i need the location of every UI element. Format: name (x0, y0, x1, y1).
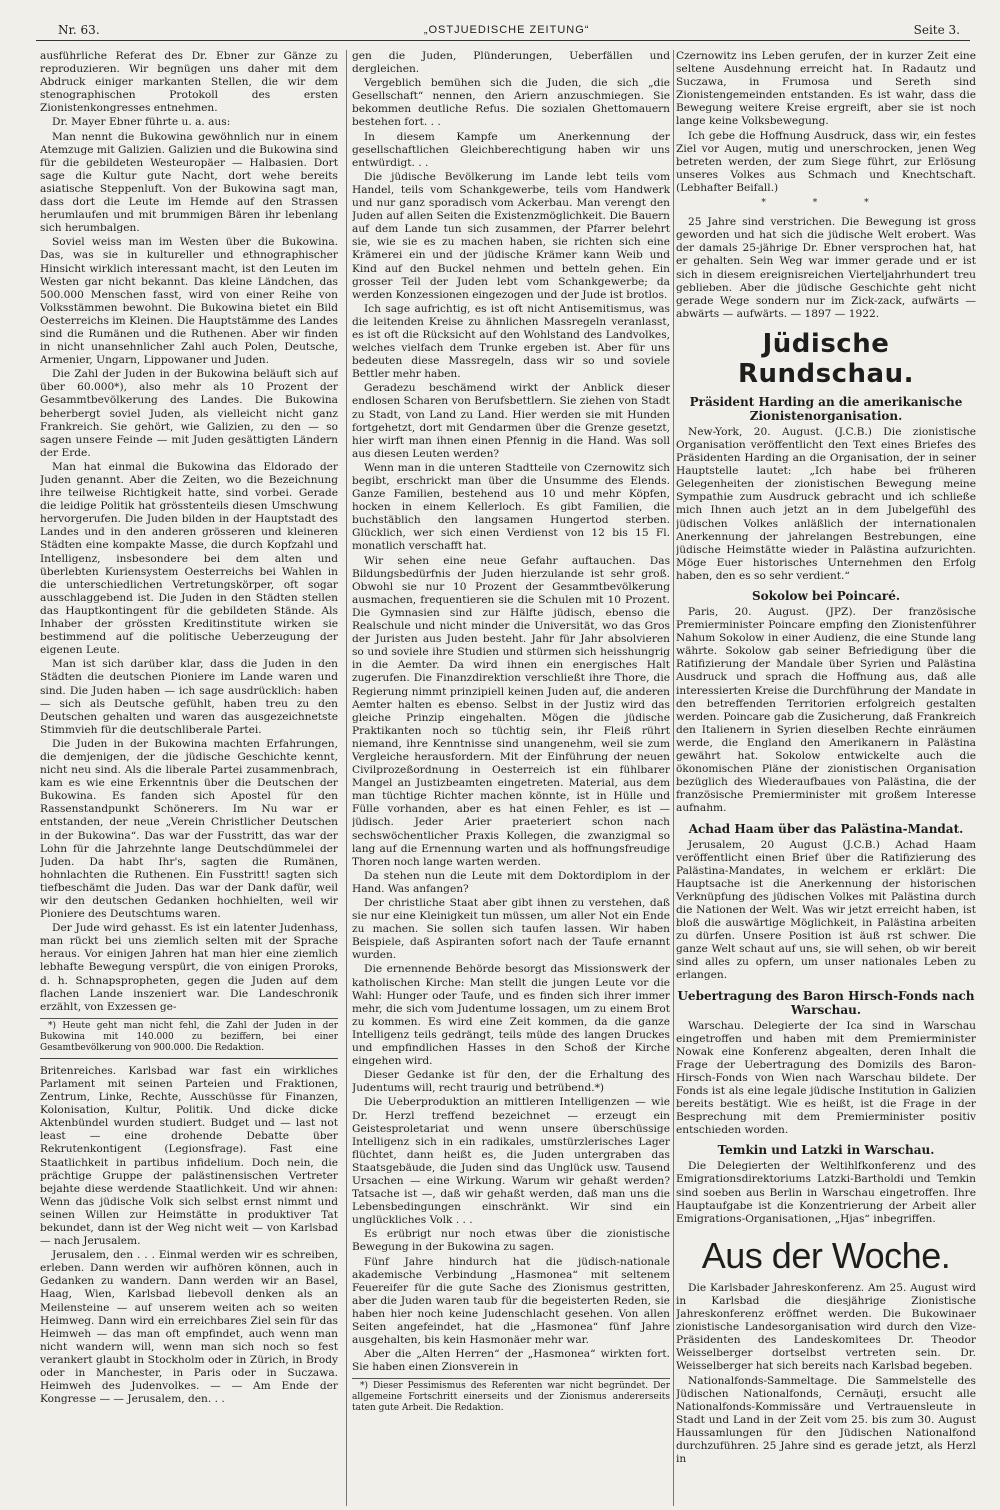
article-text: Die Delegierten der Weltihlfkonferenz und des Emigrationsdirektoriums Latzki-Bartholdi und Temkin sind soeben aus Berlin in Warschau eingetroffen. Ihre Hauptaufgabe ist die Konzentrierung der Arbeit aller Emigrations-Organisationen, „Hjas“ inbegriffen. (676, 1160, 976, 1225)
column-3 (676, 50, 976, 1510)
paragraph: Es erübrigt nur noch etwas über die zionistische Bewegung in der Bukowina zu sagen. (352, 1228, 670, 1254)
issue-number: Nr. 63. (58, 23, 100, 37)
paragraph: Vergeblich bemühen sich die Juden, die sich „die Gesellschaft“ nennen, den Ariern anzuschmiegen. Sie bekommen deutliche Refus. Die sozialen Ghettomauern bestehen fort. . . (352, 77, 670, 129)
section-heading-woche: Aus der Woche. (701, 1234, 951, 1276)
article-heading: Achad Haam über das Palästina-Mandat. (688, 821, 964, 836)
paragraph: Ich sage aufrichtig, es ist oft nicht Antisemitismus, was die leitenden Kreise zu ähnlichen Massregeln veranlasst, es ist oft die Rücksicht auf den Wohlstand des Landvolkes, welches vielfach dem Trunke ergeben ist. Aber für uns bedeuten diese Massregeln, dass wir so und soviele Bettler mehr haben. (352, 302, 670, 381)
paragraph: Wir sehen eine neue Gefahr auftauchen. Das Bildungsbedürfnis der Juden hierzulande ist sehr groß. Obwohl sie nur 10 Prozent der Gesammtbevölkerung ausmachen, frequentieren sie die Schulen mit 10 Prozent. Die Gymnasien sind zur Hälfte jüdisch, ebenso die Realschule und nicht minder die Universität, wo das Gros der Juristen aus Juden besteht. Jahr für Jahr absolvieren so und soviele ihre Studien und stürmen sich heisshungrig in die Aemter. Da wird ihnen ein energisches Halt zugerufen. Die Finanzdirektion verschließt ihre Thore, die Regierung nimmt prinzipiell keinen Juden auf, die anderen Aemter halten es ebenso. Selbst in der Justiz wird das gleiche Prinzip eingehalten. Mögen die jüdische Praktikanten noch so tüchtig sein, ihr Fleiß rührt niemand, ihre Kenntnisse sind unangenehm, weil sie zum Vergleiche herausfordern. Mit der Einführung der neuen Civilprozeßordnung in Oesterreich ist ein fühlbarer Mangel an Justizbeamten eingetreten. Material, aus dem man tüchtige Richter machen könnte, ist in Hülle und Fülle vorhanden, aber es hat einen Fehler, es ist — jüdisch. Jeder Arier praeteriert schon nach sechswöchentlicher Praxis Kollegen, die zwanzigmal so lang auf die Ernennung warten und als hoffnungsfreudige Thoren noch lange warten werden. (352, 554, 670, 868)
paragraph: Dr. Mayer Ebner führte u. a. aus: (52, 116, 231, 129)
paragraph: Die ernennende Behörde besorgt das Missionswerk der katholischen Kirche: Man stellt die jungen Leute vor die Wahl: Hunger oder Taufe, und es finden sich ihrer immer mehr, die sich vom Judentume lossagen, um zu einem Brot zu kommen. Es wird eine Zeit kommen, da die ganze Intelligenz teils gedrängt, teils müde des langen Druckes und empfindlichen Hasses in den Schoß der Kirche eingehen wird. (352, 963, 670, 1068)
column-2 (352, 50, 670, 1510)
article-text: Nationalfonds-Sammeltage. Die Sammelstelle des Jüdischen Nationalfonds, Cernăuţi, ersucht alle Nationalfonds-Kommissäre und Vertrauensleute in Stadt und Land in der Zeit vom 25. bis zum 30. August Haussamlungen für den Jüdischen Nationalfond durchzuführen. 25 Jahre sind es gerade jetzt, als Herzl in (676, 1374, 976, 1466)
paragraph: In diesem Kampfe um Anerkennung der gesellschaftlichen Gleichberechtigung haben wir uns entwürdigt. . . (352, 130, 670, 169)
paragraph: Aber die „Alten Herren“ der „Hasmonea“ wirkten fort. Sie haben einen Zionsverein in (352, 1348, 670, 1374)
paragraph: Geradezu beschämend wirkt der Anblick dieser endlosen Scharen von Berufsbettlern. Sie ziehen von Stadt zu Stadt, von Land zu Land. Hier werden sie mit Hunden fortgehetzt, dort mit Gendarmen über die Grenze gesetzt, hier wirft man ihnen einen Pfennig in die Hand. Was soll aus diesen Leuten werden? (352, 382, 670, 460)
article-text: New-York, 20. August. (J.C.B.) Die zionistische Organisation veröffentlicht den Text eines Briefes des Präsidenten Harding an die Organisation, der in seiner Hauptstelle lautet: „Ich habe bei früheren Gelegenheiten der zionistischen Bewegung meine Sympathie zum Ausdruck gebracht und ich schließe mich Ihnen auch jetzt an in dem Jubelgefühl des jüdischen Volkes anläßlich der internationalen Anerkennung der jahrelangen Bestrebungen, eine jüdische Heimstätte wieder in Palästina aufzurichten. Möge Euer historisches Unternehmen den Erfolg haben, den es so sehr verdient.“ (676, 425, 976, 582)
footnote-text: *) Dieser Pessimismus des Referenten war nicht begründet. Der allgemeine Fortschritt einerseits und der Zionismus andererseits taten gute Arbeit. Die Redaktion. (352, 1381, 670, 1414)
paragraph: ausführliche Referat des Dr. Ebner zur Gänze zu reproduzieren. Wir begnügen uns daher mit dem Abdruck einiger markanten Stellen, die wir dem stenographischen Protokoll des ersten Zionistenkongresses entnehmen. (40, 50, 338, 115)
article-heading: Temkin und Latzki in Warschau. (717, 1143, 935, 1158)
column-1 (40, 50, 338, 1510)
paragraph: gen die Juden, Plünderungen, Ueberfällen und dergleichen. (352, 50, 670, 76)
article-text: Die Karlsbader Jahreskonferenz. Am 25. August wird in Karlsbad die diesjährige Zionistische Jahreskonferenz eröffnet werden. Die Bukowinaer zionistische Landesorganisation wird durch den Vize-Präsidenten des Landeskomitees Dr. Theodor Weisselberger dortselbst vertreten sein. Dr. Weisselberger hat sich bereits nach Karlsbad begeben. (676, 1281, 976, 1373)
paragraph: Man ist sich darüber klar, dass die Juden in den Städten die deutschen Pioniere im Lande waren und sind. Die Juden haben — ich sage ausdrücklich: haben — sich als Deutsche gefühlt, haben treu zu den Deutschen gehalten und waren das ausgezeichnetste Stimmvieh für die deutschliberale Partei. (40, 658, 338, 736)
article-text: Jerusalem, 20 August (J.C.B.) Achad Haam veröffentlicht einen Brief über die Ratifizierung des Palästina-Mandates, in welchem er erklärt: Die Hauptsache ist die Anerkennung der historischen Verknüpfung des jüdischen Volkes mit Palästina durch die Nationen der Welt. Was wir jetzt erreicht haben, ist bloß die auswärtige Möglichkeit, in Palästina arbeiten zu dürfen. Unsere Position ist äuß rst schwer. Die ganze Welt schaut auf uns, sie will sehen, ob wir bereit sind alles zu opfern, um unser nationales Leben zu erlangen. (676, 838, 976, 982)
paragraph: Jerusalem, den . . . Einmal werden wir es schreiben, erleben. Dann werden wir aufhören können, auch in Gedanken zu wandern. Dann werden wir an Basel, Haag, Wien, Karlsbad liebevoll denken als an Meilensteine — auf unserem weiten ach so weiten Heimweg. Dann wird ein erreichbares Ziel sein für das Heimweh — das man oft empfindet, auch wenn man nicht wandern will, wenn man sich noch so fest verankert glaubt in Stockholm oder in Zürich, in Brody oder in Manchester, in Paris oder in Suczawa. Heimweh des Judenvolkes. — — Am Ende der Kongresse — — Jerusalem, den. . . (40, 1249, 338, 1406)
paragraph: Der christliche Staat aber gibt ihnen zu verstehen, daß sie nur eine Kleinigkeit tun müssen, um aller Not ein Ende zu machen. Sie sollen sich taufen lassen. Wir haben Beispiele, daß Aspiranten sofort nach der Taufe ernannt wurden. (352, 897, 670, 962)
paragraph: Ich gebe die Hoffnung Ausdruck, dass wir, ein festes Ziel vor Augen, mutig und unerschrocken, jenen Weg betreten werden, der zum Siege führt, zur Erlösung unseres Volkes aus Schmach und Knechtschaft. (Lebhafter Beifall.) (676, 129, 976, 194)
paragraph: Die Ueberproduktion an mittleren Intelligenzen — wie Dr. Herzl treffend bezeichnet — erzeugt ein Geistesproletariat und wenn unsere überschüssige Intelligenz sich in ein radikales, umstürzlerisches Lager flüchtet, dann heißt es, die Juden untergraben das Staatsgebäude, die Juden sind das Unglück usw. Tausend Ursachen — eine Wirkung. Warum wir gehaßt werden? Tatsache ist —, daß wir gehaßt werden, daß man uns die Lebensbedingungen einschränkt. Wir sind ein unglückliches Volk . . . (352, 1096, 670, 1227)
article-text: Warschau. Delegierte der Ica sind in Warschau eingetroffen und haben mit dem Premierminister Nowak eine Konferenz abgealten, deren Inhalt die Frage der Uebertragung des Domizils des Baron-Hirsch-Fonds von Wien nach Warschau bildete. Der Fonds ist als eine legale jüdische Institution in Galizien bereits bestätigt. Wie es heißt, ist die Frage in der Besprechung mit dem Premierminister positiv entschieden worden. (676, 1019, 976, 1137)
article-heading: Präsident Harding an die amerikanische Zionistenorganisation. (689, 394, 963, 423)
paragraph: Wenn man in die unteren Stadtteile von Czernowitz sich begibt, erschrickt man über die Unsumme des Elends. Ganze Familien, bestehend aus 10 und mehr Köpfen, hocken in einem Kellerloch. Es gibt Familien, die buchstäblich den langsamen Hungertod sterben. Glücklich, wer sich einen Verdienst von 12 bis 15 Fl. monatlich verschafft hat. (352, 461, 670, 553)
footnote (40, 1018, 338, 1054)
stars-divider: * * * (761, 198, 891, 209)
article-heading: Uebertragung des Baron Hirsch-Fonds nach Warschau. (677, 988, 975, 1017)
paragraph: Man nennt die Bukowina gewöhnlich nur in einem Atemzuge mit Galizien. Galizien und die Bukowina sind für die gebildeten Westeuropäer — Halbasien. Dort sage die Kultur gute Nacht, dort wehe bereits asiatische Steppenluft. Von der Bukowina sagt man, dass dort die Leute im Hemde auf den Strassen herumlaufen und mit brummigen Bären ihr lebenlang sich herumbalgen. (40, 130, 338, 235)
header-rule (36, 40, 970, 41)
page-header (58, 20, 960, 40)
section-heading-rundschau: Jüdische Rundschau. (738, 328, 914, 389)
paragraph: Die Zahl der Juden in der Bukowina beläuft sich auf über 60.000*), also mehr als 10 Prozent der Gesammtbevölkerung des Landes. Die Bukowina beherbergt soviel Juden, als vielleicht nicht ganz Frankreich. Sie gehört, wie Galizien, zu den — so sagen unsere Feinde — mit Juden gesättigten Ländern der Erde. (40, 368, 338, 459)
paragraph: Die jüdische Bevölkerung im Lande lebt teils vom Handel, teils vom Schankgewerbe, teils vom Handwerk und nur ganz sporadisch vom Ackerbau. Man verengt den Juden auf allen Seiten die Existenzmöglichkeit. Die Bauern auf dem Lande tun sich zusammen, der Pfarrer belehrt sie, wie sie es zu machen haben, sie richten sich eine Krämerei ein und der jüdische Krämer kann Weib und Kind auf den Buckel nehmen und betteln gehen. Ein grosser Teil der Juden lebt vom Schankgewerbe; da werden Konzessionen eingezogen und der Jude ist brotlos. (352, 170, 670, 301)
paragraph: Dieser Gedanke ist für den, der die Erhaltung des Judentums will, recht traurig und betrübend.*) (352, 1069, 670, 1095)
paragraph: Die Juden in der Bukowina machten Erfahrungen, die demjenigen, der die jüdische Geschichte kennt, nicht neu sind. Als die liberale Partei zusammenbrach, kam es wie eine Erkenntnis über die Deutschen der Bukowina. Es fanden sich Apostel für den Rassenstandpunkt Schönerers. Im Nu war er entstanden, der neue „Verein Christlicher Deutschen in der Bukowina“. Das war der Fusstritt, das war der Lohn für die Jahrzehnte lange Deutschdümmelei der Juden. Da habt Ihr's, sagten die Rumänen, hohnlachten die Ruthenen. Ein Fusstritt! sagten sich tiefbeschämt die Juden. Das war der Dank dafür, weil wir den deutschen Gedanken hochhielten, weil wir Pioniere des Deutschtums waren. (40, 737, 338, 921)
paragraph: Soviel weiss man im Westen über die Bukowina. Das, was sie in kultureller und ethnographischer Hinsicht wirklich interessant macht, ist den Leuten im Westen gar nicht bekannt. Das kleine Ländchen, das 500.000 Menschen fasst, wird von einer Reihe von Volksstämmen bewohnt. Die Bukowina bietet ein Bild Oesterreichs im Kleinen. Die Hauptstämme des Landes sind die Rumänen und die Ruthenen. Aber wir finden in nicht unansehnlicher Zahl auch Polen, Deutsche, Armenier, Ungarn, Lippowaner und Juden. (40, 236, 338, 367)
paragraph: Man hat einmal die Bukowina das Eldorado der Juden genannt. Aber die Zeiten, wo die Bezeichnung ihre teilweise Richtigkeit hatte, sind vorbei. Gerade die leidige Politik hat grösstenteils diesen Umschwung hervorgerufen. Die Juden bilden in der Hauptstadt des Landes und in den anderen grösseren und kleineren Städten eine kompakte Masse, die durch Kopfzahl und Intelligenz, insbesondere bei dem alten und überlebten Kuriensystem Oesterreichs bei Wahlen in die unterschiedlichen Vertretungskörper, oft sogar ausschlaggebend ist. Die Juden in den Städten stellen das Hauptkontingent für die gebildeten Stände. Als Inhaber der grössten Kreditinstitute wirken sie bestimmend auf die politische Ueberzeugung der eigenen Leute. (40, 460, 338, 657)
newspaper-title: „OSTJUEDISCHE ZEITUNG“ (423, 24, 590, 36)
paragraph: Der Jude wird gehasst. Es ist ein latenter Judenhass, man rückt bei uns ziemlich selten mit der Sprache heraus. Vor einigen Jahren hat man hier eine ziemlich lebhafte Bewegung verspürt, die von einigen Proroks, d. h. Schnapspropheten, gegen die Juden auf dem flachen Lande inszeniert war. Die Landeschronik erzählt, von Exzessen ge- (40, 922, 338, 1013)
page-number: Seite 3. (913, 23, 960, 37)
footnote-text: *) Heute geht man nicht fehl, die Zahl der Juden in der Bukowina mit 140.000 zu beziffern, bei einer Gesamtbevölkerung von 900.000. Die Redaktion. (40, 1020, 338, 1053)
article-heading: Sokolow bei Poincaré. (751, 589, 901, 603)
footnote (352, 1378, 670, 1414)
paragraph: Britenreiches. Karlsbad war fast ein wirkliches Parlament mit seinen Parteien und Fraktionen, Zentrum, Linke, Rechte, Ausschüsse für Finanzen, Kolonisation, Kultur, Politik. Und dicke dicke Aktenbündel wurden studiert. Budget und — last not least — eine drohende Debatte über Rekrutenkontigent (Legionsfrage). Fast eine Staatlichkeit in partibus infidelium. Doch nein, die prächtige Gruppe der palästinensischen Vertreter bejahte diese werdende Staatlichkeit. Und wir ahnen: Wenn das jüdische Volk sich selbst ernst nimmt und seinen Willen zur Heimstätte in produktiver Tat bekundet, dann ist der Weg nicht weit — von Karlsbad — nach Jerusalem. (40, 1064, 338, 1248)
paragraph: Czernowitz ins Leben gerufen, der in kurzer Zeit eine seltene Ausdehnung erreicht hat. In Radautz und Suczawa, in Frumosa und Sereth sind Zionistengemeinden entstanden. Es ist wahr, dass die Bewegung weitere Kreise ergreift, aber sie ist noch lange keine Volksbewegung. (676, 50, 976, 128)
column-divider (346, 50, 347, 1506)
article-text: Paris, 20. August. (JPZ). Der französische Premierminister Poincare empfing den Zionistenführer Nahum Sokolow in einer Audienz, die eine Stunde lang währte. Sokolow gab seiner Befriedigung über die Ratifizierung der Mandale über Syrien und Palästina Ausdruck und sprach die Hoffnung aus, daß alle interessierten Kreise die Durchführung der Mandate in den betreffenden Territorien erfolgreich gestalten werden. Poincare gab die Zusicherung, daß Frankreich den Italienern in Syrien dieselben Rechte einräumen werde, die England den Amerikanern in Palästina gewährt hat. Sokolow entwickelte auch die ökonomischen Pläne der zionistischen Organisation bezüglich des Wiederaufbaues von Palästina, die der französische Premierminister mit großem Interesse aufnahm. (676, 606, 976, 815)
paragraph: Fünf Jahre hindurch hat die jüdisch-nationale akademische Verbindung „Hasmonea“ mit seltenem Feuereifer für die gute Sache des Zionismus gestritten, aber die Juden waren taub für die begeisterten Reden, sie haben hier noch keine Judenschlacht gesehen. Von allen Seiten angefeindet, hat die „Hasmonea“ fünf Jahre ausgehalten, bis kein Hasmonäer mehr war. (352, 1255, 670, 1347)
paragraph: 25 Jahre sind verstrichen. Die Bewegung ist gross geworden und hat sich die jüdische Welt erobert. Was der damals 25-jährige Dr. Ebner versprochen hat, hat er gehalten. Sein Weg war immer gerade und er ist sich in diesem ereignisreichen Vierteljahrhundert treu geblieben. Aber die jüdische Geschichte geht nicht gerade Wege sondern nur im Zick-zack, aufwärts — abwärts — aufwärts. — 1897 — 1922. (676, 216, 976, 320)
section-separator (40, 1058, 338, 1059)
paragraph: Da stehen nun die Leute mit dem Doktordiplom in der Hand. Was anfangen? (352, 869, 670, 895)
column-divider (673, 50, 674, 1506)
